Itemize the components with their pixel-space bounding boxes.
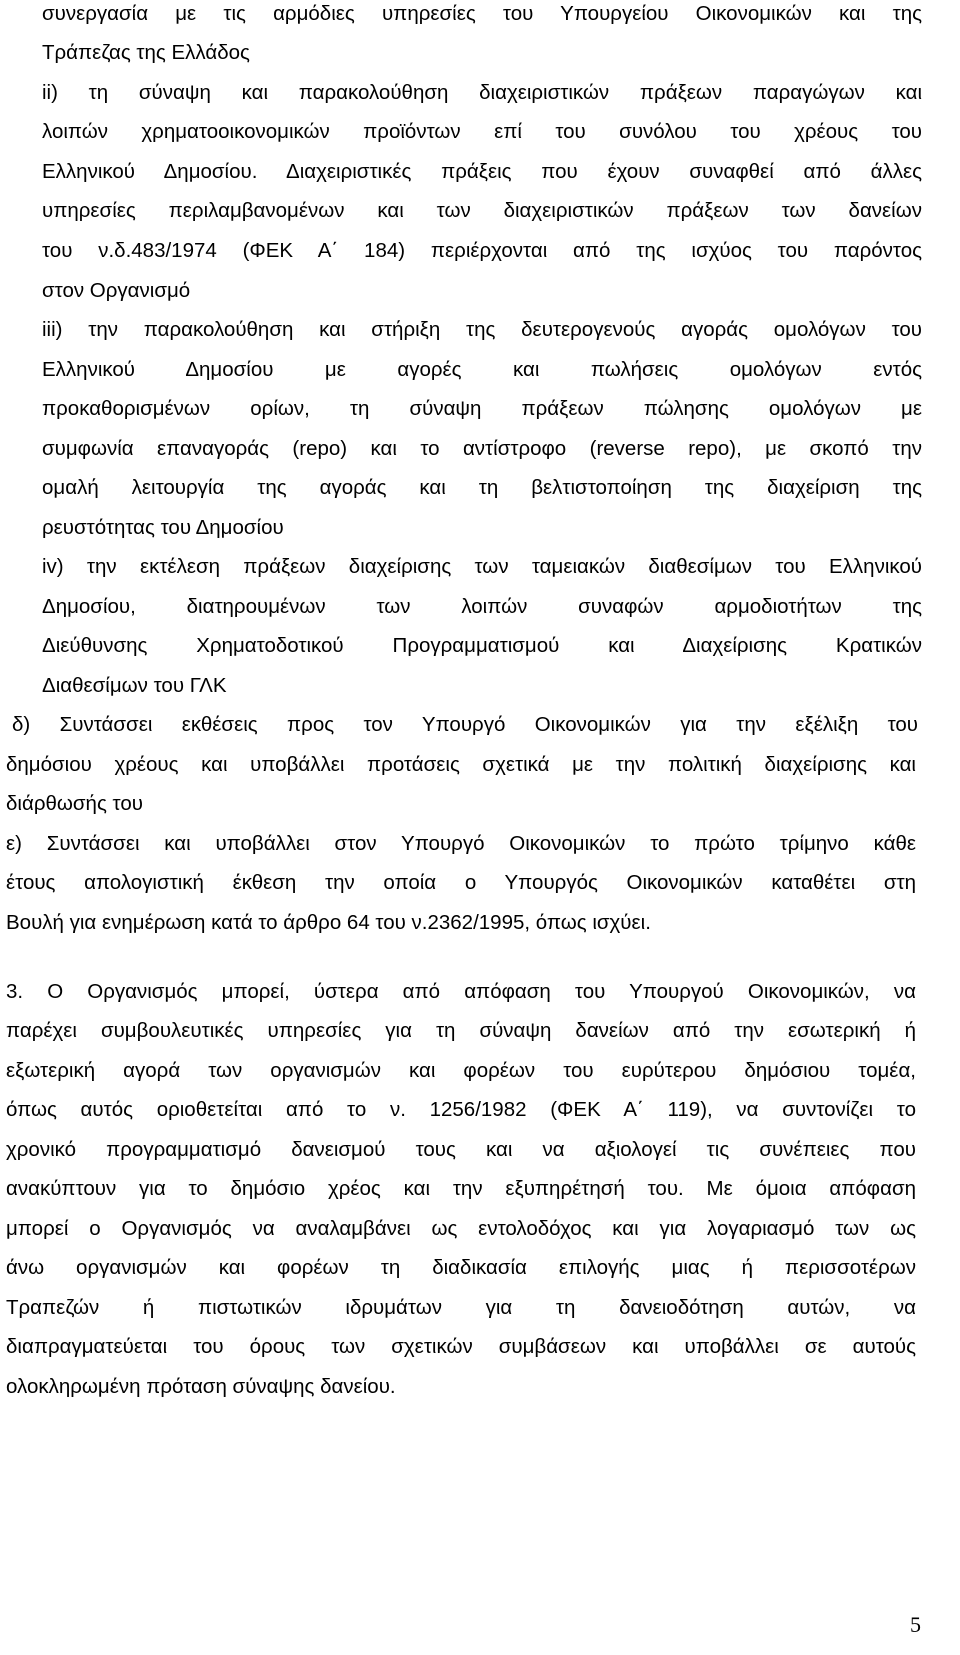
- text-line: του ν.δ.483/1974 (ΦΕΚ Α΄ 184) περιέρχονται από της ισχύος του παρόντος: [42, 239, 922, 262]
- text-line: Τραπεζών ή πιστωτικών ιδρυμάτων για τη δανειοδότηση αυτών, να: [6, 1296, 916, 1319]
- text-line: μπορεί ο Οργανισμός να αναλαμβάνει ως εντολοδόχος και για λογαριασμό των ως: [6, 1217, 916, 1240]
- text-line: ομαλή λειτουργία της αγοράς και τη βελτιστοποίηση της διαχείριση της: [42, 476, 922, 499]
- text-line: ρευστότητας του Δημοσίου: [42, 516, 284, 539]
- text-line: ολοκληρωμένη πρόταση σύναψης δανείου.: [6, 1375, 396, 1398]
- text-line: έτους απολογιστική έκθεση την οποία ο Υπουργός Οικονομικών καταθέτει στη: [6, 871, 916, 894]
- text-line: διαπραγματεύεται του όρους των σχετικών συμβάσεων και υποβάλλει σε αυτούς: [6, 1335, 916, 1358]
- text-line: χρονικό προγραμματισμό δανεισμού τους και να αξιολογεί τις συνέπειες που: [6, 1138, 916, 1161]
- text-line: Ελληνικού Δημοσίου. Διαχειριστικές πράξεις που έχουν συναφθεί από άλλες: [42, 160, 922, 183]
- text-line: δημόσιου χρέους και υποβάλλει προτάσεις σχετικά με την πολιτική διαχείρισης και: [6, 753, 916, 776]
- text-line: συνεργασία με τις αρμόδιες υπηρεσίες του Υπουργείου Οικονομικών και της: [42, 2, 922, 25]
- text-line: iii) την παρακολούθηση και στήριξη της δευτερογενούς αγοράς ομολόγων του: [42, 318, 922, 341]
- text-line: προκαθορισμένων ορίων, τη σύναψη πράξεων πώλησης ομολόγων με: [42, 397, 922, 420]
- text-line: λοιπών χρηματοοικονομικών προϊόντων επί του συνόλου του χρέους του: [42, 120, 922, 143]
- text-line: Ελληνικού Δημοσίου με αγορές και πωλήσεις ομολόγων εντός: [42, 358, 922, 381]
- text-line: όπως αυτός οριοθετείται από το ν. 1256/1982 (ΦΕΚ Α΄ 119), να συντονίζει το: [6, 1098, 916, 1121]
- text-line: παρέχει συμβουλευτικές υπηρεσίες για τη σύναψη δανείων από την εσωτερική ή: [6, 1019, 916, 1042]
- text-line: Διεύθυνσης Χρηματοδοτικού Προγραμματισμού και Διαχείρισης Κρατικών: [42, 634, 922, 657]
- text-line: στον Οργανισμό: [42, 279, 191, 302]
- text-line: υπηρεσίες περιλαμβανομένων και των διαχειριστικών πράξεων των δανείων: [42, 199, 922, 222]
- text-line: 3. Ο Οργανισμός μπορεί, ύστερα από απόφαση του Υπουργού Οικονομικών, να: [6, 980, 916, 1003]
- text-line: διάρθωσής του: [6, 792, 143, 815]
- text-line: Τράπεζας της Ελλάδος: [42, 41, 250, 64]
- text-line: ανακύπτουν για το δημόσιο χρέος και την εξυπηρέτησή του. Με όμοια απόφαση: [6, 1177, 916, 1200]
- text-line: δ) Συντάσσει εκθέσεις προς τον Υπουργό Οικονομικών για την εξέλιξη του: [12, 713, 918, 736]
- text-line: Διαθεσίμων του ΓΛΚ: [42, 674, 227, 697]
- text-line: Δημοσίου, διατηρουμένων των λοιπών συναφών αρμοδιοτήτων της: [42, 595, 922, 618]
- text-line: Βουλή για ενημέρωση κατά το άρθρο 64 του ν.2362/1995, όπως ισχύει.: [6, 911, 651, 934]
- text-line: ε) Συντάσσει και υποβάλλει στον Υπουργό Οικονομικών το πρώτο τρίμηνο κάθε: [6, 832, 916, 855]
- text-line: iv) την εκτέλεση πράξεων διαχείρισης των ταμειακών διαθεσίμων του Ελληνικού: [42, 555, 922, 578]
- text-line: εξωτερική αγορά των οργανισμών και φορέων του ευρύτερου δημόσιου τομέα,: [6, 1059, 916, 1082]
- text-line: άνω οργανισμών και φορέων τη διαδικασία επιλογής μιας ή περισσοτέρων: [6, 1256, 916, 1279]
- text-line: συμφωνία επαναγοράς (repo) και το αντίστροφο (reverse repo), με σκοπό την: [42, 437, 922, 460]
- text-line: ii) τη σύναψη και παρακολούθηση διαχειριστικών πράξεων παραγώγων και: [42, 81, 922, 104]
- page-number: 5: [910, 1612, 921, 1637]
